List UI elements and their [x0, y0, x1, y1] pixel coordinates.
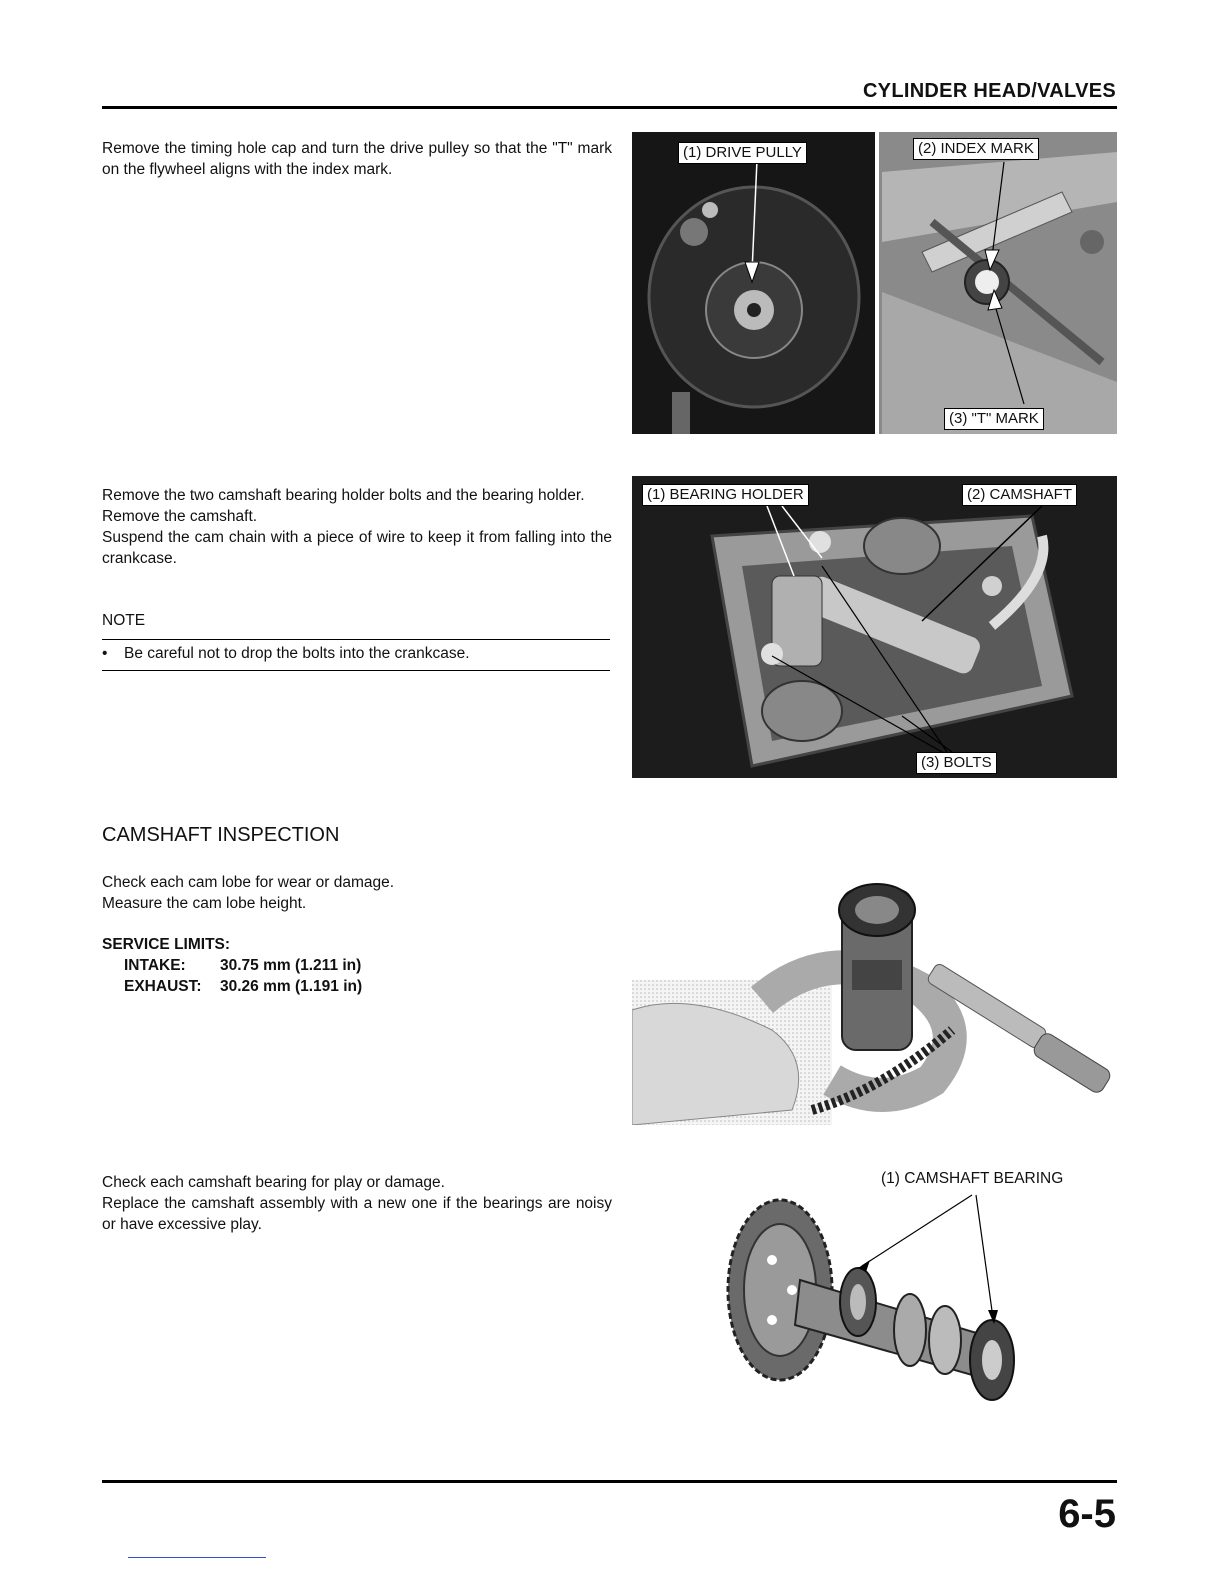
figure-micrometer-image	[632, 880, 1117, 1125]
exhaust-label: EXHAUST:	[124, 978, 202, 995]
bearing-line1: Check each camshaft bearing for play or damage.	[102, 1174, 445, 1191]
figure-camshaft-bearing	[710, 1190, 1040, 1430]
figure-camshaft-bearing-image	[710, 1190, 1040, 1430]
header-rule	[102, 106, 1117, 109]
footer-rule	[102, 1480, 1117, 1483]
footer-link-line[interactable]	[128, 1557, 266, 1558]
limit-exhaust-row	[102, 976, 362, 997]
inspection-line2: Measure the cam lobe height.	[102, 895, 307, 912]
step2-line1: Remove the two camshaft bearing holder bolts and the bearing holder.	[102, 487, 585, 504]
note-bottom-rule	[102, 670, 610, 671]
step2-text	[102, 485, 612, 569]
figure-bearing-holder-image	[632, 476, 1117, 778]
label-index-mark: (2) INDEX MARK	[913, 138, 1039, 160]
note-top-rule	[102, 639, 610, 640]
figure-bearing-holder	[632, 476, 1117, 778]
service-limits	[102, 934, 362, 997]
figure-micrometer	[632, 880, 1117, 1125]
inspection-heading: CAMSHAFT INSPECTION	[102, 824, 340, 846]
step2-line3: Suspend the cam chain with a piece of wire to keep it from falling into the crankcase.	[102, 529, 612, 567]
note-item-text: Be careful not to drop the bolts into the crankcase.	[124, 645, 470, 662]
label-t-mark: (3) "T" MARK	[944, 408, 1044, 430]
note-label: NOTE	[102, 612, 146, 629]
bullet-icon: •	[102, 645, 108, 662]
bearing-text	[102, 1172, 612, 1235]
label-camshaft: (2) CAMSHAFT	[962, 484, 1077, 506]
label-bolts: (3) BOLTS	[916, 752, 997, 774]
label-bearing-holder: (1) BEARING HOLDER	[642, 484, 809, 506]
step1-paragraph: Remove the timing hole cap and turn the drive pulley so that the "T" mark on the flywheel aligns with the index mark.	[102, 140, 612, 178]
intake-value: 30.75 mm (1.211 in)	[220, 957, 362, 974]
note-item	[102, 645, 470, 663]
inspection-text	[102, 872, 612, 914]
step1-text	[102, 138, 612, 180]
inspection-line1: Check each cam lobe for wear or damage.	[102, 874, 395, 891]
label-camshaft-bearing: (1) CAMSHAFT BEARING	[881, 1170, 1064, 1187]
figure-drive-pulley	[632, 132, 1117, 434]
exhaust-value: 30.26 mm (1.191 in)	[220, 978, 363, 995]
bearing-line2: Replace the camshaft assembly with a new one if the bearings are noisy or have excessive play.	[102, 1195, 612, 1233]
section-title: CYLINDER HEAD/VALVES	[862, 80, 1116, 102]
figure-drive-pulley-image	[632, 132, 1117, 434]
step2-line2: Remove the camshaft.	[102, 508, 258, 525]
service-limits-title: SERVICE LIMITS:	[102, 936, 231, 953]
page-number: 6-5	[1058, 1492, 1116, 1536]
limit-intake-row	[102, 955, 362, 976]
label-drive-pully: (1) DRIVE PULLY	[678, 142, 807, 164]
intake-label: INTAKE:	[124, 957, 186, 974]
